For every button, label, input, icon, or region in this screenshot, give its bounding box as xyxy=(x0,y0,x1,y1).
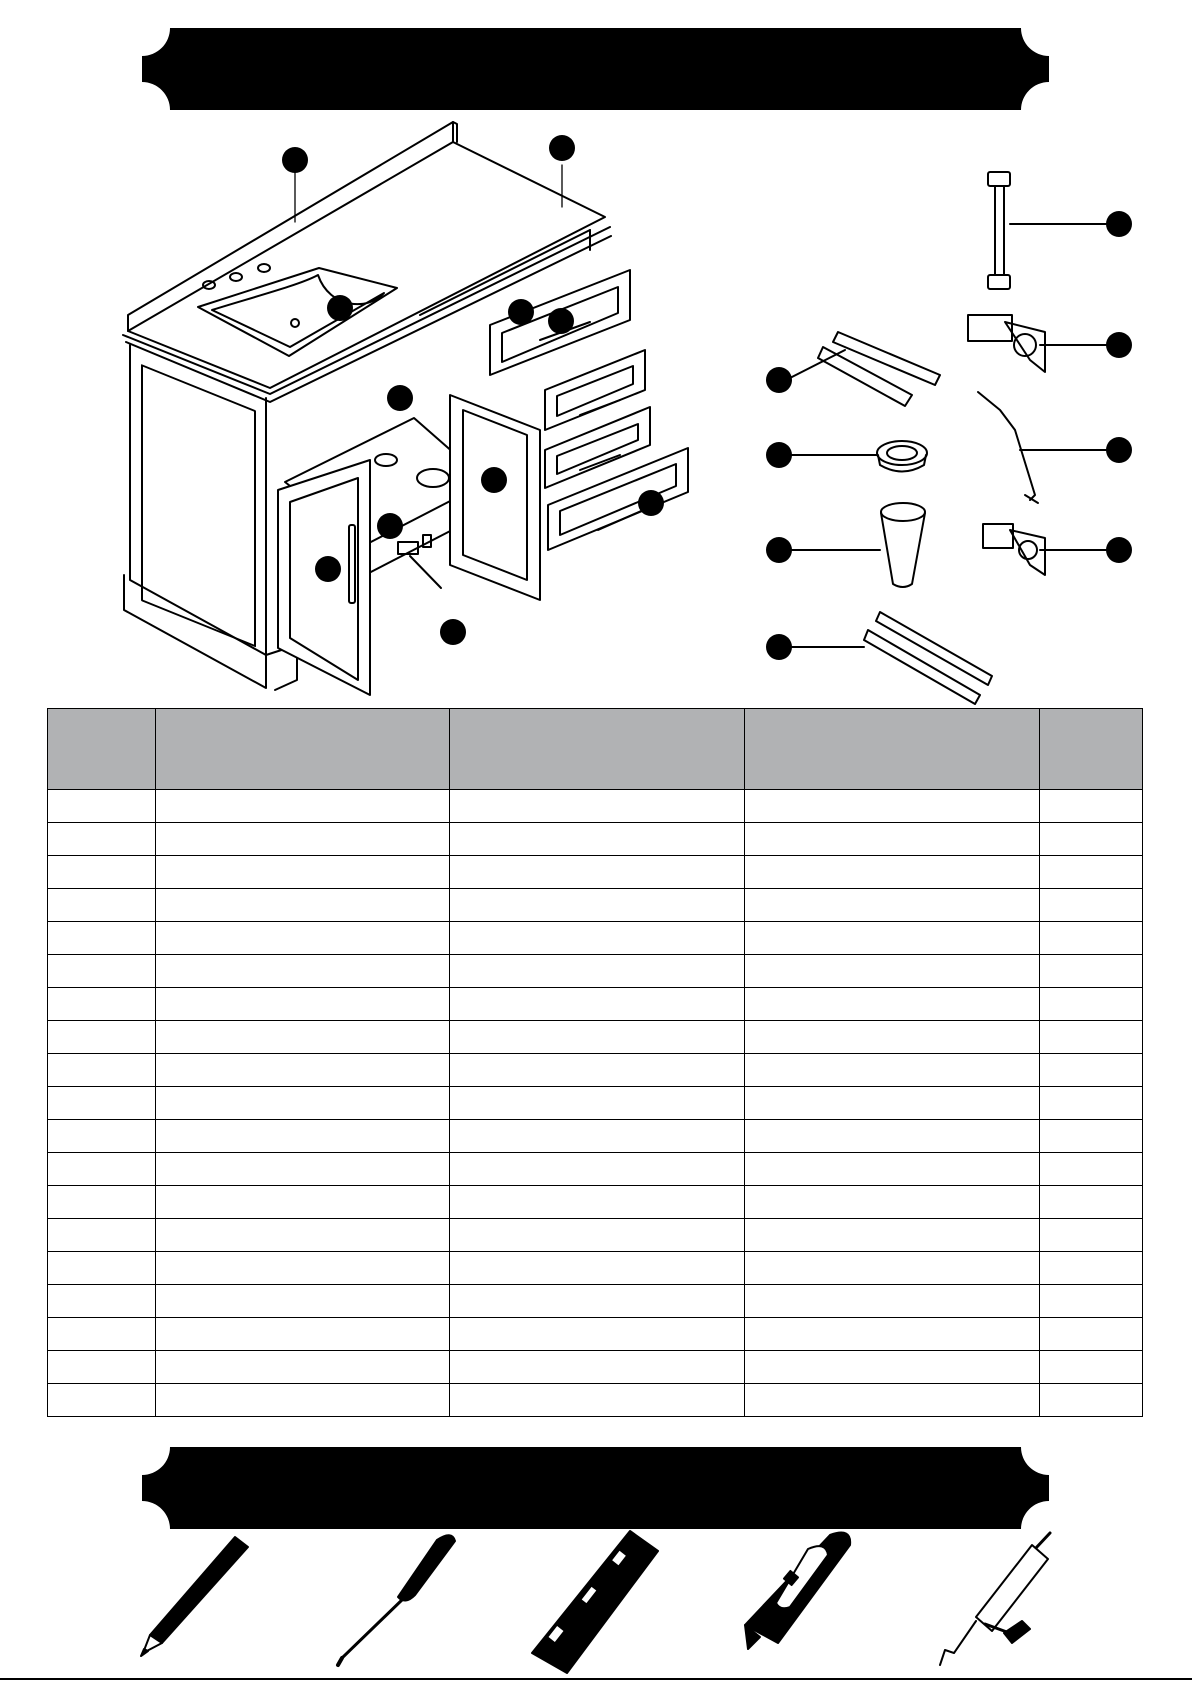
small-drawer-slides xyxy=(786,332,940,406)
table-cell xyxy=(156,1087,450,1120)
table-cell xyxy=(48,790,156,823)
callout-marker xyxy=(282,147,308,173)
table-cell xyxy=(156,955,450,988)
table-cell xyxy=(1040,1285,1143,1318)
table-cell xyxy=(1040,1021,1143,1054)
table-cell xyxy=(450,790,745,823)
table-cell xyxy=(48,922,156,955)
table-cell xyxy=(450,922,745,955)
table-cell xyxy=(156,1318,450,1351)
table-cell xyxy=(48,1153,156,1186)
table-cell xyxy=(48,1087,156,1120)
grommet xyxy=(786,441,927,472)
table-cell xyxy=(450,1186,745,1219)
table-cell xyxy=(450,1318,745,1351)
table-cell xyxy=(156,922,450,955)
table-cell xyxy=(1040,922,1143,955)
table-cell xyxy=(745,988,1040,1021)
table-cell xyxy=(1040,1186,1143,1219)
hinge-bottom xyxy=(983,524,1106,575)
vanity-top xyxy=(123,122,611,402)
callout-marker xyxy=(387,385,413,411)
table-row xyxy=(48,1120,1143,1153)
table-cell xyxy=(745,1087,1040,1120)
tools-banner xyxy=(142,1447,1049,1529)
table-cell xyxy=(745,922,1040,955)
table-cell xyxy=(156,1219,450,1252)
banner-title xyxy=(142,1447,1049,1529)
table-cell xyxy=(1040,1384,1143,1417)
table-cell xyxy=(1040,1318,1143,1351)
table-cell xyxy=(156,1153,450,1186)
table-cell xyxy=(450,1219,745,1252)
table-row xyxy=(48,1384,1143,1417)
callout-marker xyxy=(481,467,507,493)
callout-marker xyxy=(1106,437,1132,463)
table-cell xyxy=(156,856,450,889)
callout-marker xyxy=(315,556,341,582)
table-cell xyxy=(450,1054,745,1087)
table-cell xyxy=(48,988,156,1021)
callout-marker xyxy=(377,513,403,539)
table-cell xyxy=(1040,1153,1143,1186)
table-cell xyxy=(745,1285,1040,1318)
caulking-gun-icon xyxy=(940,1533,1050,1665)
table-cell xyxy=(450,856,745,889)
callout-marker xyxy=(1106,332,1132,358)
support-rod xyxy=(978,392,1106,503)
parts-list-table xyxy=(47,708,1143,1417)
table-row xyxy=(48,955,1143,988)
table-row xyxy=(48,1219,1143,1252)
table-cell xyxy=(450,988,745,1021)
table-header-row xyxy=(48,709,1143,790)
table-body xyxy=(48,790,1143,1417)
table-cell xyxy=(156,1186,450,1219)
table-row xyxy=(48,1186,1143,1219)
table-row xyxy=(48,1351,1143,1384)
table-cell xyxy=(156,1021,450,1054)
exploded-vanity-diagram xyxy=(0,110,1192,705)
table-row xyxy=(48,1087,1143,1120)
table-cell xyxy=(450,1351,745,1384)
callout-marker xyxy=(327,295,353,321)
table-cell xyxy=(156,988,450,1021)
table-cell xyxy=(48,1384,156,1417)
tools-row xyxy=(0,1525,1192,1675)
table-cell xyxy=(156,823,450,856)
table-cell xyxy=(48,1186,156,1219)
column-header xyxy=(745,709,1040,790)
table-cell xyxy=(450,1153,745,1186)
callout-marker xyxy=(508,299,534,325)
table-cell xyxy=(1040,1219,1143,1252)
table-cell xyxy=(450,889,745,922)
page-bottom-rule xyxy=(0,1678,1192,1680)
header-banner xyxy=(142,28,1049,110)
callout-marker xyxy=(766,442,792,468)
table-cell xyxy=(450,1087,745,1120)
table-cell xyxy=(48,1054,156,1087)
table-cell xyxy=(1040,1252,1143,1285)
table-cell xyxy=(745,790,1040,823)
table-row xyxy=(48,1021,1143,1054)
table-cell xyxy=(48,1120,156,1153)
hardware-parts xyxy=(786,172,1106,704)
large-drawer-slides xyxy=(786,612,992,704)
table-cell xyxy=(745,1054,1040,1087)
table-cell xyxy=(156,1054,450,1087)
table-cell xyxy=(1040,823,1143,856)
table-cell xyxy=(450,1384,745,1417)
table-cell xyxy=(156,1384,450,1417)
callout-marker xyxy=(548,308,574,334)
table-cell xyxy=(745,955,1040,988)
table-cell xyxy=(745,1252,1040,1285)
table-row xyxy=(48,1153,1143,1186)
table-cell xyxy=(48,856,156,889)
screwdriver-icon xyxy=(338,1535,455,1665)
callout-marker xyxy=(440,619,466,645)
table-cell xyxy=(48,1021,156,1054)
table-cell xyxy=(48,1318,156,1351)
callout-marker xyxy=(549,135,575,161)
table-cell xyxy=(450,823,745,856)
column-header xyxy=(450,709,745,790)
table-cell xyxy=(48,1252,156,1285)
table-cell xyxy=(450,1021,745,1054)
right-door xyxy=(450,395,540,600)
table-cell xyxy=(745,1219,1040,1252)
table-row xyxy=(48,856,1143,889)
table-cell xyxy=(745,1351,1040,1384)
table-cell xyxy=(48,1351,156,1384)
banner-title xyxy=(142,28,1049,110)
column-header xyxy=(156,709,450,790)
table-cell xyxy=(48,955,156,988)
table-cell xyxy=(156,790,450,823)
table-cell xyxy=(450,955,745,988)
table-cell xyxy=(1040,1120,1143,1153)
table-row xyxy=(48,1252,1143,1285)
column-header xyxy=(48,709,156,790)
table-cell xyxy=(48,823,156,856)
table-cell xyxy=(1040,988,1143,1021)
table-row xyxy=(48,1318,1143,1351)
table-row xyxy=(48,1054,1143,1087)
column-header xyxy=(1040,709,1143,790)
table-cell xyxy=(1040,1351,1143,1384)
table-cell xyxy=(48,1285,156,1318)
table-cell xyxy=(745,1021,1040,1054)
pull-handle xyxy=(988,172,1106,289)
table-row xyxy=(48,823,1143,856)
cup-holder xyxy=(786,503,925,587)
table-row xyxy=(48,988,1143,1021)
callout-marker xyxy=(766,537,792,563)
table-row xyxy=(48,922,1143,955)
callout-marker xyxy=(1106,211,1132,237)
level-icon xyxy=(532,1531,658,1673)
table-cell xyxy=(1040,955,1143,988)
table-cell xyxy=(745,1384,1040,1417)
utility-knife-icon xyxy=(745,1533,850,1649)
table-cell xyxy=(450,1285,745,1318)
table-cell xyxy=(156,1120,450,1153)
callout-marker xyxy=(766,367,792,393)
table-cell xyxy=(1040,790,1143,823)
table-cell xyxy=(1040,1087,1143,1120)
table-cell xyxy=(745,889,1040,922)
table-cell xyxy=(745,1318,1040,1351)
table-cell xyxy=(156,1351,450,1384)
table-cell xyxy=(450,1252,745,1285)
table-cell xyxy=(745,1120,1040,1153)
table-cell xyxy=(745,1153,1040,1186)
table-cell xyxy=(1040,1054,1143,1087)
table-cell xyxy=(745,823,1040,856)
table-cell xyxy=(1040,889,1143,922)
table-cell xyxy=(1040,856,1143,889)
pencil-icon xyxy=(141,1537,248,1656)
hinge-top xyxy=(968,315,1106,372)
table-row xyxy=(48,889,1143,922)
callout-marker xyxy=(638,490,664,516)
table-cell xyxy=(156,1252,450,1285)
callout-marker xyxy=(766,634,792,660)
table-cell xyxy=(745,856,1040,889)
table-row xyxy=(48,1285,1143,1318)
table-cell xyxy=(450,1120,745,1153)
table-cell xyxy=(48,889,156,922)
callout-marker xyxy=(1106,537,1132,563)
table-cell xyxy=(156,1285,450,1318)
table-cell xyxy=(745,1186,1040,1219)
table-cell xyxy=(48,1219,156,1252)
table-row xyxy=(48,790,1143,823)
table-cell xyxy=(156,889,450,922)
